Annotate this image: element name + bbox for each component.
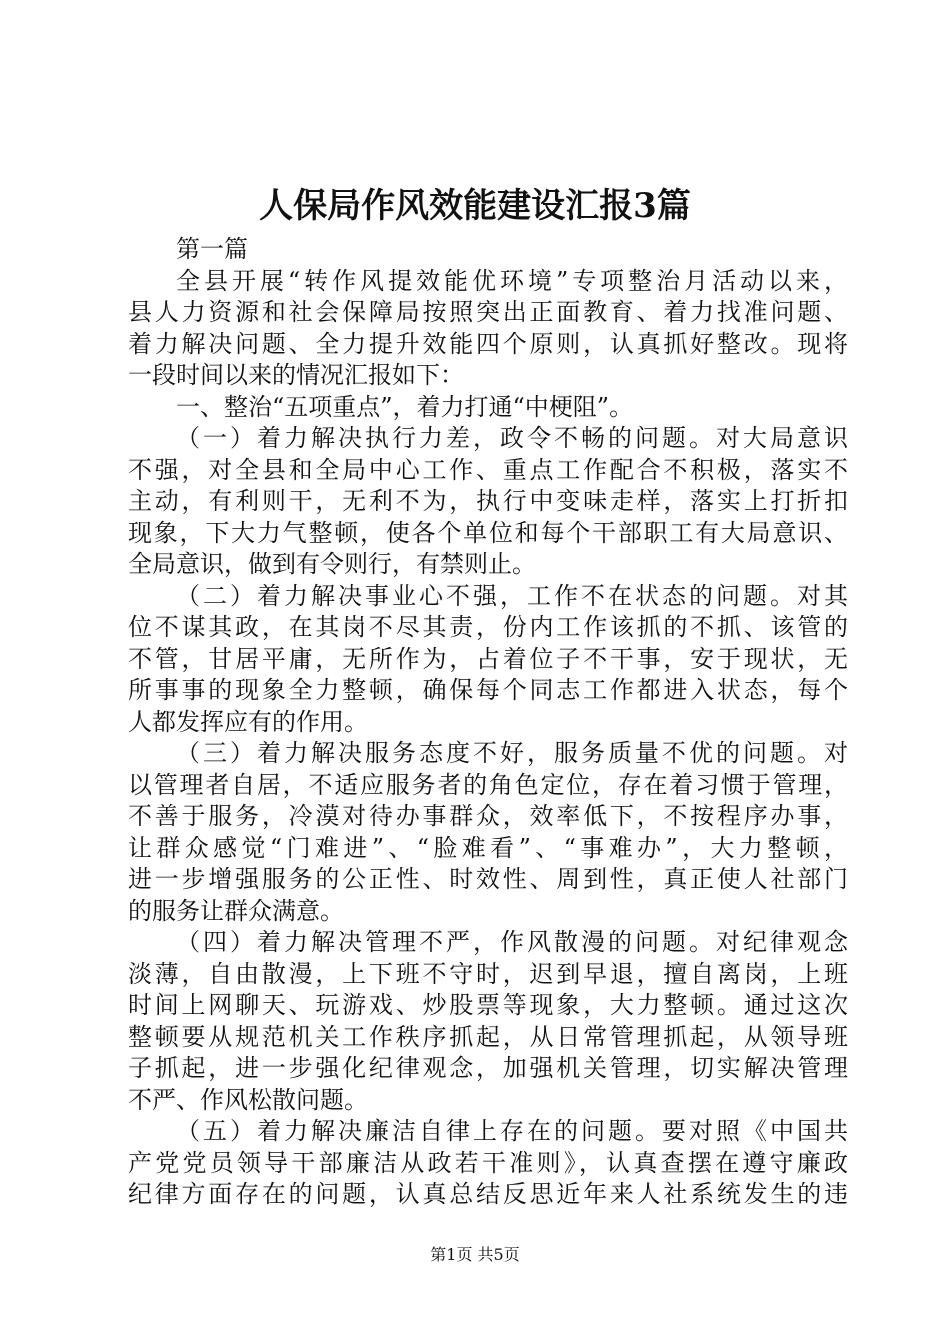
text-line: 让群众感觉“门难进”、“脸难看”、“事难办”，大力整顿， [128,833,848,862]
text-line: 子抓起，进一步强化纪律观念，加强机关管理，切实解决管理 [128,1054,848,1082]
text-line: 不管，甘居平庸，无所作为，占着位子不干事，安于现状，无 [128,644,848,673]
text-line: （五）着力解决廉洁自律上存在的问题。要对照《中国共 [176,1117,848,1145]
text-line: 一、整治“五项重点”，着力打通“中梗阻”。 [176,392,634,421]
document-title: 人保局作风效能建设汇报3篇 [259,186,691,226]
text-line: 不善于服务，冷漠对待办事群众，效率低下，不按程序办事， [128,802,848,830]
text-line: 第一篇 [176,235,248,263]
text-line: 全局意识，做到有令则行，有禁则止。 [128,550,536,578]
text-line: （二）着力解决事业心不强，工作不在状态的问题。对其 [176,581,848,610]
text-line: （一）着力解决执行力差，政令不畅的问题。对大局意识 [176,424,848,452]
text-line: （三）着力解决服务态度不好，服务质量不优的问题。对 [176,739,848,767]
text-line: 县人力资源和社会保障局按照突出正面教育、着力找准问题、 [128,298,848,326]
text-line: 位不谋其政，在其岗不尽其责，份内工作该抓的不抓、该管的 [128,613,848,641]
text-line: 全县开展“转作风提效能优环境”专项整治月活动以来， [176,266,848,295]
text-line: 不严、作风松散问题。 [128,1085,368,1114]
text-line: 着力解决问题、全力提升效能四个原则，认真抓好整改。现将 [128,329,848,358]
text-line: 以管理者自居，不适应服务者的角色定位，存在着习惯于管理， [128,770,848,799]
text-line: 主动，有利则干，无利不为，执行中变味走样，落实上打折扣 [128,487,848,515]
text-line: 纪律方面存在的问题，认真总结反思近年来人社系统发生的违 [128,1180,848,1208]
text-line: 时间上网聊天、玩游戏、炒股票等现象，大力整顿。通过这次 [128,991,848,1019]
page-footer: 第1页 共5页 [430,1245,520,1264]
document-body [128,234,848,1211]
text-line: 淡薄，自由散漫，上下班不守时，迟到早退，擅自离岗，上班 [128,959,848,988]
text-line: 一段时间以来的情况汇报如下： [128,361,464,389]
text-line: 人都发挥应有的作用。 [128,707,368,736]
text-line: （四）着力解决管理不严，作风散漫的问题。对纪律观念 [176,928,848,956]
text-line: 产党党员领导干部廉洁从政若干准则》，认真查摆在遵守廉政 [128,1148,848,1177]
text-line: 进一步增强服务的公正性、时效性、周到性，真正使人社部门 [128,865,848,893]
text-line: 不强，对全县和全局中心工作、重点工作配合不积极，落实不 [128,455,848,484]
text-line: 的服务让群众满意。 [128,896,344,925]
text-line: 现象，下大力气整顿，使各个单位和每个干部职工有大局意识、 [128,518,848,547]
text-line: 整顿要从规范机关工作秩序抓起，从日常管理抓起，从领导班 [128,1022,848,1051]
text-line: 所事事的现象全力整顿，确保每个同志工作都进入状态，每个 [128,676,848,704]
